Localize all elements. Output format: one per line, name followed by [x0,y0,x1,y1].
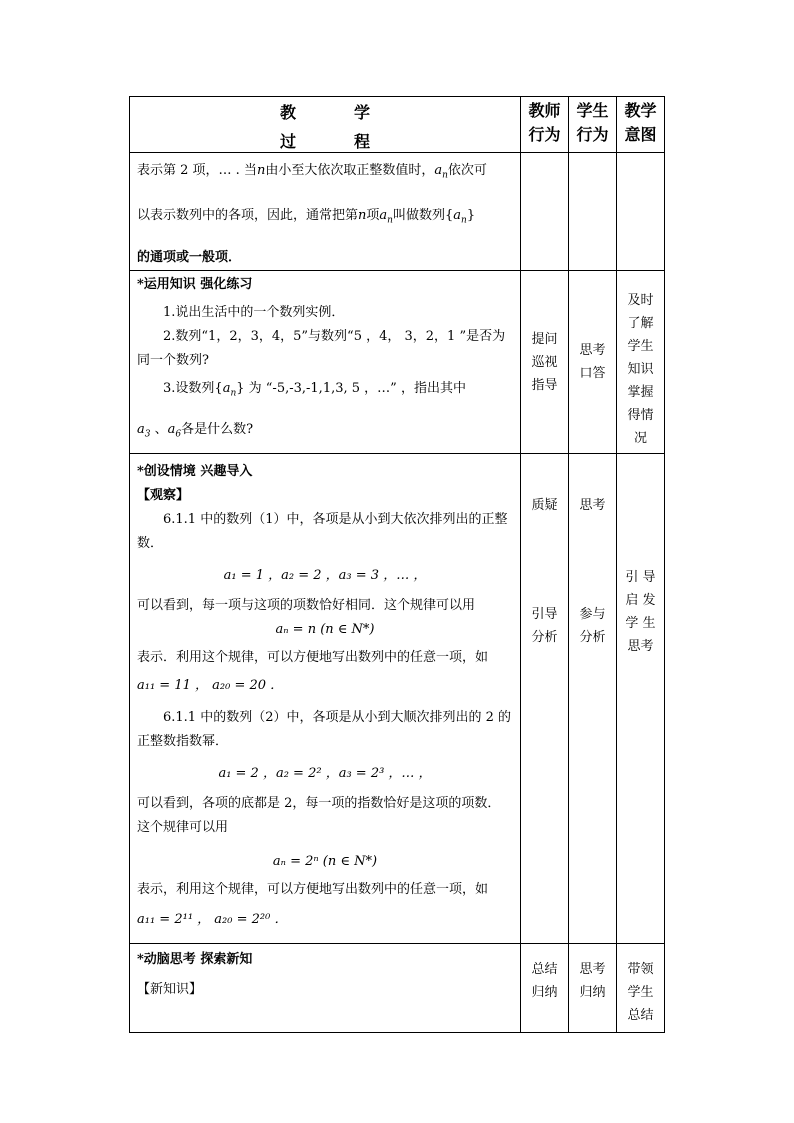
observation-paragraph: 表示．利用这个规律，可以方便地写出数列中的任意一项，如 [137,650,489,666]
equation: a₁ = 2 ，a₂ = 2² ，a₃ = 2³ ，… ， [218,766,432,782]
side-line: 学生 [627,339,654,355]
header-student-line: 学生 [576,101,609,120]
side-line: 学 生 [625,616,656,632]
side-line: 带领 [627,962,654,978]
row-new-knowledge [130,944,665,1033]
text: 表示第 2 项，… . 当 [137,163,257,178]
new-knowledge-content [130,944,521,1033]
observation-teacher [521,454,569,944]
intent-cell [617,153,665,271]
student-cell [569,153,617,271]
text: 以表示数列中的各项，因此，通常把第 [137,207,359,223]
observation-intent [617,454,665,944]
row-general-term [130,153,665,271]
header-teacher-line: 行为 [528,125,561,144]
side-line: 思考 [579,343,606,359]
math-var: n [358,207,367,223]
header-process [130,97,521,153]
practice-content [130,271,521,454]
practice-question-3 [137,377,513,406]
math-sub: 3 [144,429,151,440]
observation-title: *创设情境 兴趣导入 [137,464,253,480]
side-line: 思考 [579,962,606,978]
new-knowledge-label: 【新知识】 [137,982,203,998]
math-sub: n [230,388,237,399]
side-line: 质疑 [531,498,558,514]
text: 、 [150,421,168,437]
side-line: 启 发 [625,593,656,609]
general-term-content [130,153,521,271]
observation-label: 【观察】 [137,488,190,504]
side-line: 学生 [627,985,654,1001]
math-sub: n [442,170,448,181]
side-line: 分析 [531,630,558,646]
side-line: 提问 [531,331,558,347]
side-line: 及时 [627,293,654,309]
text: 各是什么数? [181,421,254,437]
text: 叫做数列{ [392,207,454,223]
math-var: a [137,421,145,437]
side-line: 知识 [627,362,654,378]
header-intent [617,97,665,153]
row-practice [130,271,665,454]
practice-question-3-line-2 [137,418,513,447]
side-line: 了解 [627,316,654,332]
side-line: 巡视 [531,354,558,370]
header-intent-line: 教学 [624,101,657,120]
side-line: 口答 [579,366,606,382]
side-line: 思考 [579,498,606,514]
text: 3.设数列{ [163,381,223,397]
side-line: 况 [633,431,647,447]
header-intent-line: 意图 [624,125,657,144]
side-line: 总结 [627,1008,654,1024]
equation: a₁ = 1 ，a₂ = 2 ，a₃ = 3 ，… ， [223,568,427,584]
side-line: 归纳 [579,985,606,1001]
math-sub: 6 [175,429,182,440]
header-process-char: 教 [279,103,296,122]
text: 项 [366,207,380,223]
equation: a₁₁ = 11 ， a₂₀ = 20 ． [137,678,284,694]
lesson-plan-table [129,96,665,1033]
side-line: 引导 [531,607,558,623]
header-student [569,97,617,153]
general-term-line-2 [137,204,513,233]
practice-question-1: 1.说出生活中的一个数列实例． [163,305,345,321]
side-line: 分析 [579,630,606,646]
math-var: a [379,207,388,223]
teacher-cell [521,153,569,271]
text: 由小至大依次取正整数值时， [265,163,435,178]
header-process-char: 程 [353,132,370,151]
practice-student [569,271,617,454]
new-knowledge-student [569,944,617,1033]
header-process-char: 过 [279,132,296,151]
general-term-line-1 [137,159,513,188]
equation: aₙ = n (n ∈ N*) [275,622,375,638]
observation-paragraph: 表示，利用这个规律，可以方便地写出数列中的任意一项，如 [137,882,489,898]
side-line: 引 导 [625,570,656,586]
side-line: 总结 [531,962,558,978]
math-var: a [434,163,443,178]
header-student-line: 行为 [576,125,609,144]
side-line: 掌握 [627,385,654,401]
practice-intent [617,271,665,454]
observation-student [569,454,617,944]
text: } 为 “-5,-3,-1,1,3, 5 ，…” ，指出其中 [236,381,466,397]
observation-paragraph: 6.1.1 中的数列（1）中，各项是从小到大依次排列出的正整数． [137,512,508,552]
observation-paragraph: 6.1.1 中的数列（2）中，各项是从小到大顺次排列出的 2 的正整数指数幂． [137,710,512,750]
practice-title: *运用知识 强化练习 [137,277,253,293]
header-row [130,97,665,153]
side-line: 思考 [627,639,654,655]
header-teacher [521,97,569,153]
new-knowledge-title: *动脑思考 探索新知 [137,952,253,968]
general-term-line-3: 的通项或一般项． [137,250,242,266]
practice-question-2: 2.数列“1，2，3，4，5”与数列“5 ，4， 3，2，1 ”是否为同一个数列? [137,329,506,369]
math-var: a [222,381,231,397]
text: } [466,207,476,223]
math-sub: n [387,215,393,226]
observation-content [130,454,521,944]
text: 依次可 [447,163,487,178]
math-sub: n [461,215,467,226]
row-observation [130,454,665,944]
header-teacher-line: 教师 [528,101,561,120]
math-var: a [453,207,462,223]
math-var: n [256,163,266,178]
side-line: 指导 [531,377,558,393]
side-line: 参与 [579,607,606,623]
side-line: 归纳 [531,985,558,1001]
practice-teacher [521,271,569,454]
new-knowledge-intent [617,944,665,1033]
observation-paragraph: 可以看到，每一项与这项的项数恰好相同．这个规律可以用 [137,598,476,614]
equation: a₁₁ = 2¹¹ ， a₂₀ = 2²⁰ ． [137,912,288,928]
observation-paragraph: 可以看到，各项的底都是 2，每一项的指数恰好是这项的项数．这个规律可以用 [137,796,501,836]
equation: aₙ = 2ⁿ (n ∈ N*) [272,854,378,870]
header-process-char: 学 [353,103,370,122]
math-var: a [167,421,176,437]
new-knowledge-teacher [521,944,569,1033]
side-line: 得情 [627,408,654,424]
